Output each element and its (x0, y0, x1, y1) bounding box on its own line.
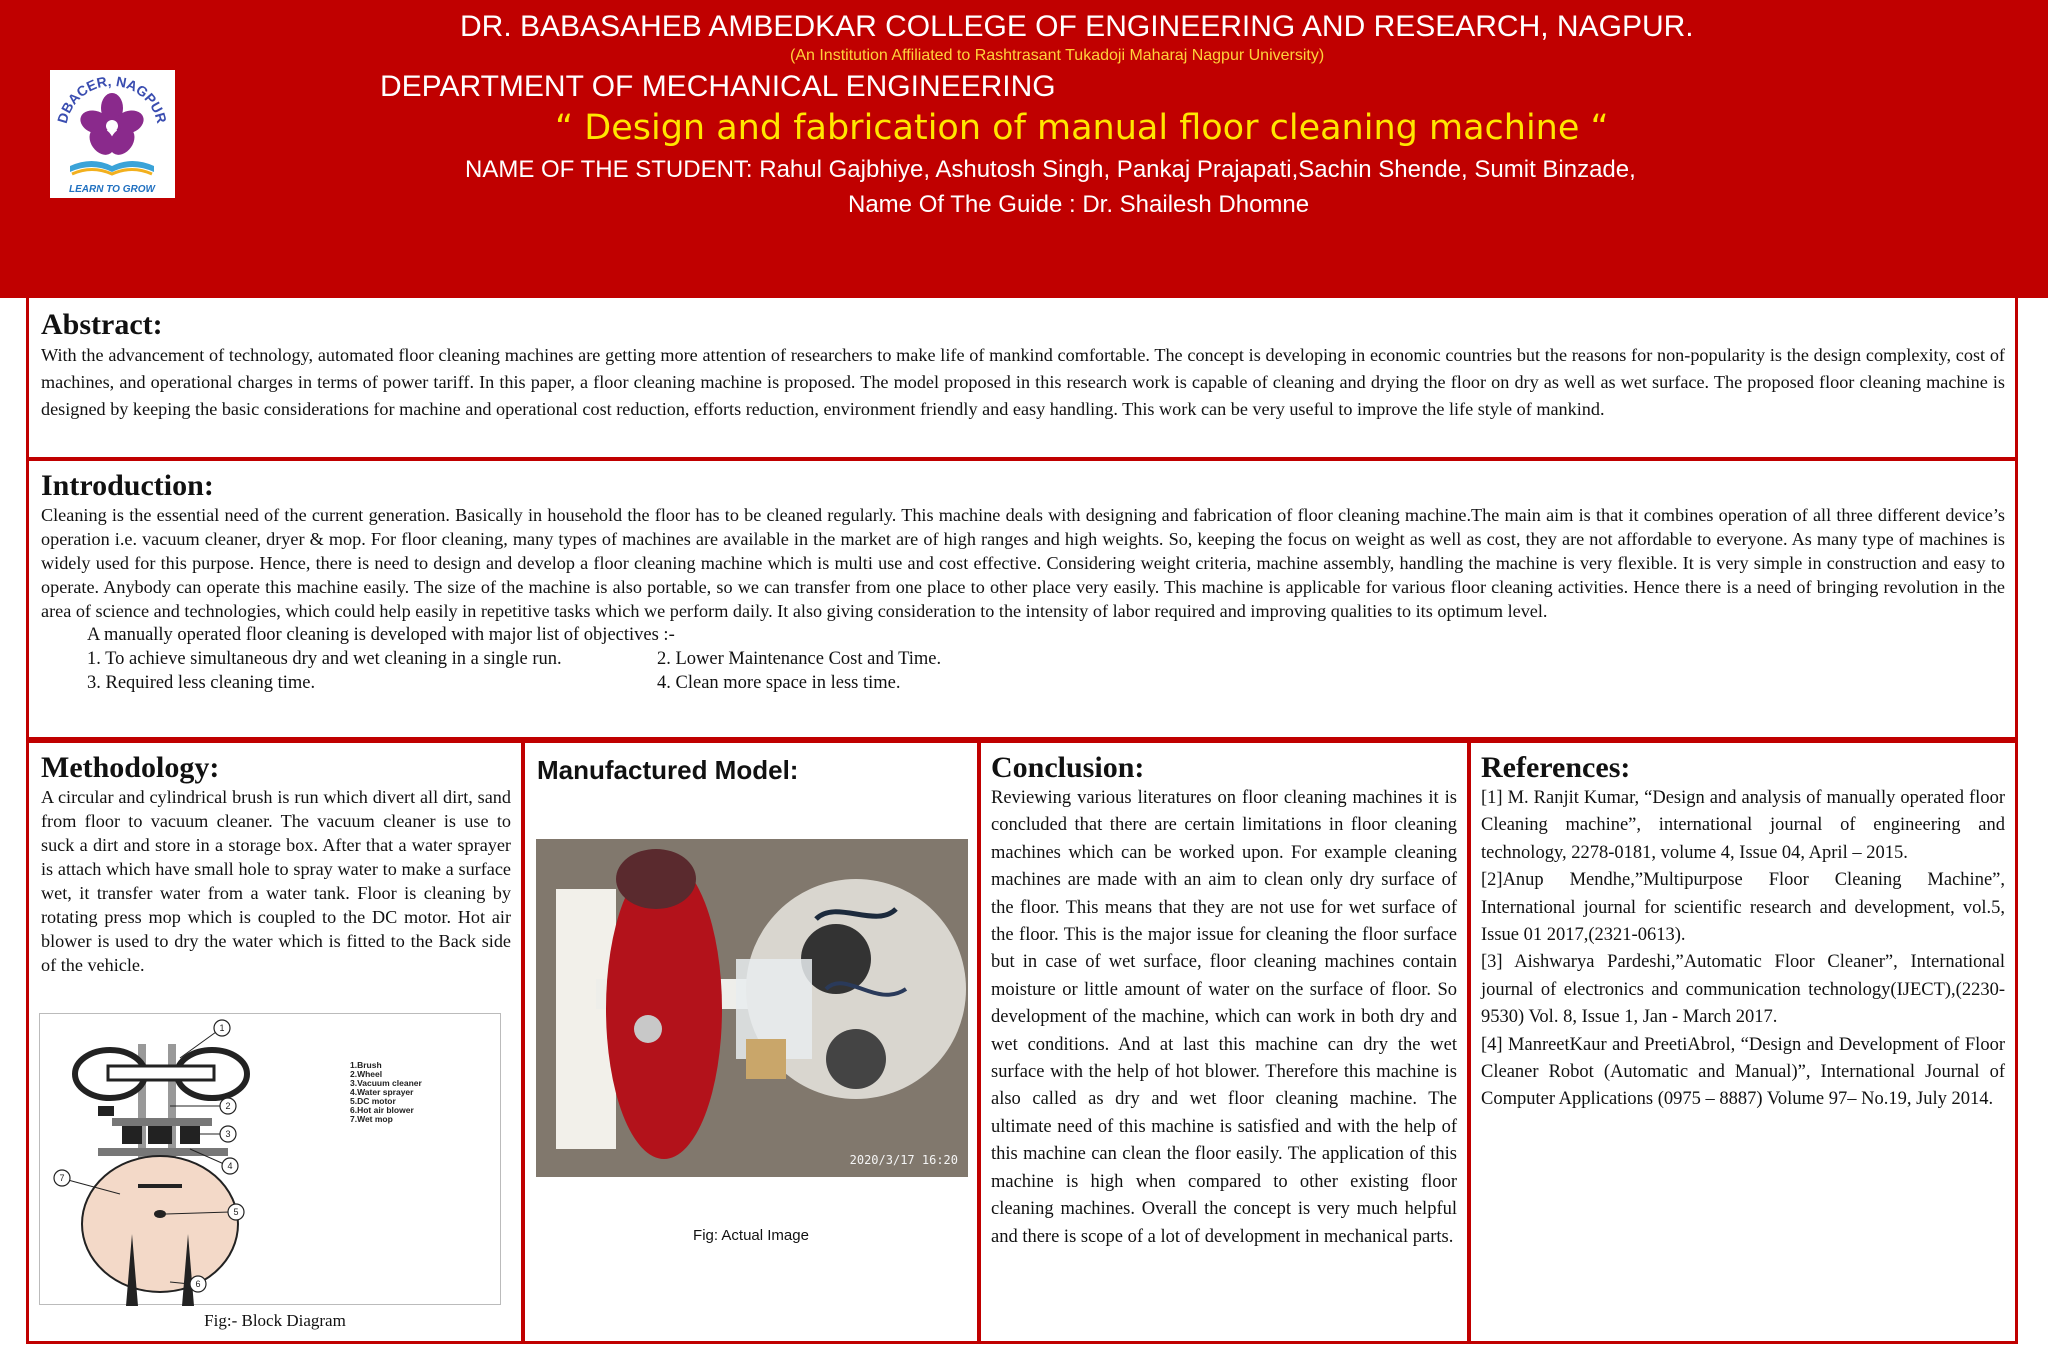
methodology-heading: Methodology: (41, 751, 220, 784)
abstract-text: With the advancement of technology, automated floor cleaning machines are getting more attention of researchers to make life of mankind comfortable. The concept is developing in economic countries but the reasons for non-popularity is the design complexity, cost of machines, and operational charges in terms of power tariff. In this paper, a floor cleaning machine is proposed. The model proposed in this research work is capable of cleaning and drying the floor on dry as well as wet surface. The proposed floor cleaning machine is designed by keeping the basic considerations for machine and operational cost reduction, efforts reduction, environment friendly and easy handling. This work can be very useful to improve the life style of mankind. (41, 345, 2005, 419)
manufactured-model-section (522, 740, 980, 1344)
objective-item: 2. Lower Maintenance Cost and Time. (657, 649, 942, 669)
conclusion-heading: Conclusion: (991, 751, 1145, 784)
abstract-section (26, 298, 2018, 460)
legend-item: 3.Vacuum cleaner (350, 1078, 422, 1088)
references-heading: References: (1481, 751, 1631, 784)
poster-title: “ Design and fabrication of manual floor cleaning machine “ (555, 108, 1609, 148)
college-logo (50, 70, 175, 198)
references-section (1468, 740, 2018, 1344)
reference-item: [4] ManreetKaur and PreetiAbrol, “Design and Development of Floor Cleaner Robot (Automatic and Manual)”, International Journal of Computer Applications (0975 – 8887) Volume 97– No.19, July 2014. (1481, 1034, 2005, 1110)
introduction-heading: Introduction: (41, 469, 214, 502)
legend-item: 5.DC motor (350, 1096, 396, 1106)
department-name: DEPARTMENT OF MECHANICAL ENGINEERING (380, 70, 1056, 103)
methodology-section (26, 740, 524, 1344)
block-diagram-caption: Fig:- Block Diagram (204, 1311, 346, 1330)
legend-item: 4.Water sprayer (350, 1087, 414, 1097)
introduction-section (26, 458, 2018, 740)
actual-image-caption: Fig: Actual Image (693, 1227, 809, 1244)
conclusion-section (978, 740, 1470, 1344)
diagram-number: 5 (233, 1207, 239, 1217)
photo-timestamp: 2020/3/17 16:20 (849, 1153, 958, 1167)
logo-top-text: DBACER, NAGPUR (53, 72, 171, 125)
student-names: NAME OF THE STUDENT: Rahul Gajbhiye, Ashutosh Singh, Pankaj Prajapati,Sachin Shende, Sumit Binzade, (465, 156, 1636, 183)
diagram-number: 7 (59, 1173, 65, 1183)
abstract-heading: Abstract: (41, 308, 163, 341)
introduction-text: Cleaning is the essential need of the current generation. Basically in household the floor has to be cleaned regularly. This machine deals with designing and fabrication of floor cleaning machine.The main aim is that it combines operation of all three different device’s operation i.e. vacuum cleaner, dryer & mop. For floor cleaning, many types of machines are available in the market are of high ranges and high weights. So, keeping the focus on weight as well as cost, they are not affordable to everyone. As many type of machines is widely used for this purpose. Hence, there is need to design and develop a floor cleaning machine which is multi use and cost effective. Considering weight criteria, machine assembly, handling the machine is very flexible. It is very simple in construction and easy to operate. Anybody can operate this machine easily. The size of the machine is also portable, so we can transfer from one place to other place very easily. This machine is applicable for various floor cleaning activities. Hence there is a need of bringing revolution in the area of science and technologies, which could help easily in repetitive tasks which we perform daily. It also giving consideration to the intensity of labor required and improving qualities to its optimum level. (41, 505, 2005, 621)
methodology-text: A circular and cylindrical brush is run which divert all dirt, sand from floor to vacuum cleaner. The vacuum cleaner is use to suck a dirt and store in a storage box. After that a water sprayer is attach which have small hole to spray water to make a surface wet, it transfer water from a water tank. Floor is cleaning by rotating press mop which is coupled to the DC motor. Hot air blower is used to dry the water which is fitted to the Back side of the vehicle. (41, 787, 511, 975)
logo-bottom-text: LEARN TO GROW (69, 184, 155, 195)
poster-header (0, 0, 2048, 298)
objective-item: 3. Required less cleaning time. (87, 673, 316, 693)
college-name: DR. BABASAHEB AMBEDKAR COLLEGE OF ENGINEERING AND RESEARCH, NAGPUR. (460, 10, 1694, 43)
college-affiliation: (An Institution Affiliated to Rashtrasant Tukadoji Maharaj Nagpur University) (790, 47, 1325, 64)
model-heading: Manufactured Model: (537, 755, 799, 785)
legend-item: 7.Wet mop (350, 1114, 393, 1124)
diagram-number: 4 (227, 1161, 233, 1171)
machine-photo (536, 839, 968, 1177)
legend-item: 2.Wheel (350, 1069, 383, 1079)
block-diagram (39, 1013, 501, 1305)
reference-item: [3] Aishwarya Pardeshi,”Automatic Floor Cleaner”, International journal of electronics and communication technology(IJECT),(2230-9530) Vol. 8, Issue 1, Jan - March 2017. (1481, 952, 2005, 1028)
reference-item: [2]Anup Mendhe,”Multipurpose Floor Cleaning Machine”, International journal for scientific research and development, vol.5, Issue 01 2017,(2321-0613). (1481, 870, 2005, 946)
diagram-number: 1 (219, 1023, 225, 1033)
objectives-intro: A manually operated floor cleaning is developed with major list of objectives :- (87, 625, 675, 645)
objective-item: 1. To achieve simultaneous dry and wet cleaning in a single run. (87, 649, 562, 669)
diagram-number: 3 (225, 1129, 231, 1139)
legend-item: 1.Brush (350, 1060, 382, 1070)
diagram-number: 6 (195, 1279, 201, 1289)
objective-item: 4. Clean more space in less time. (657, 673, 901, 693)
legend-item: 6.Hot air blower (350, 1105, 414, 1115)
conclusion-text: Reviewing various literatures on floor cleaning machines it is concluded that there are certain limitations in floor cleaning machines which can be worked upon. For example cleaning machines are made with an aim to clean only dry surface of the floor. This means that they are not use for wet surface of the floor. This is the major issue for cleaning the floor surface but in case of wet surface, floor cleaning machines contain moisture or little amount of water on the surface of floor. So development of the machine, which can work in both dry and wet conditions. And at last this machine can dry the wet surface with the help of hot blower. Therefore this machine is also called as dry and wet floor cleaning machine. The ultimate need of this machine is satisfied and with the help of this machine can clean the floor easily. The application of this machine is high when compared to other existing floor cleaning machines. Overall the concept is very much helpful and there is scope of a lot of development in mechanical parts. (991, 788, 1457, 1247)
guide-name: Name Of The Guide : Dr. Shailesh Dhomne (848, 191, 1310, 218)
reference-item: [1] M. Ranjit Kumar, “Design and analysis of manually operated floor Cleaning machine”, international journal of engineering and technology, 2278-0181, volume 4, Issue 04, April – 2015. (1481, 788, 2005, 863)
diagram-number: 2 (225, 1101, 231, 1111)
